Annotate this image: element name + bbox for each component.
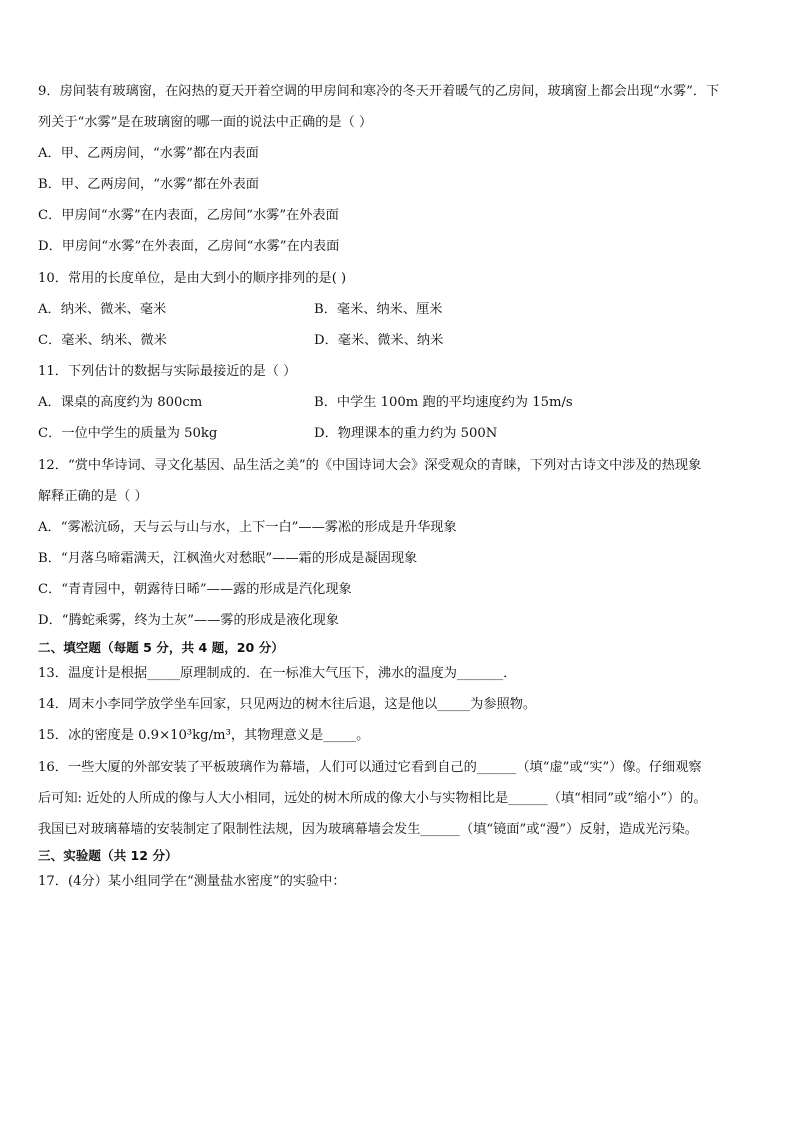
q9-option-d: D．甲房间“水雾”在外表面，乙房间“水雾”在内表面	[38, 239, 340, 254]
q12-option-b: B．“月落乌啼霜满天，江枫渔火对愁眠”——霜的形成是凝固现象	[38, 551, 418, 566]
q11-option-d: D．物理课本的重力约为 500N	[314, 426, 498, 441]
q9-stem-line1: 9．房间装有玻璃窗，在闷热的夏天开着空调的甲房间和寒冷的冬天开着暖气的乙房间，玻璃窗上都会出现“水雾”．下	[38, 84, 720, 99]
q13: 13．温度计是根据_____原理制成的．在一标准大气压下，沸水的温度为_______．	[38, 666, 517, 681]
q11-stem: 11．下列估计的数据与实际最接近的是（ ）	[38, 364, 297, 379]
q9-option-c: C．甲房间“水雾”在内表面，乙房间“水雾”在外表面	[38, 208, 339, 223]
q12-option-c: C．“青青园中，朝露待日晞”——露的形成是汽化现象	[38, 582, 352, 597]
q10-option-b: B．毫米、纳米、厘米	[314, 302, 443, 317]
q10-option-c: C．毫米、纳米、微米	[38, 333, 167, 348]
q10-stem: 10．常用的长度单位，是由大到小的顺序排列的是( )	[38, 271, 347, 286]
q11-option-a: A．课桌的高度约为 800cm	[38, 395, 203, 410]
q11-option-b: B．中学生 100m 跑的平均速度约为 15m/s	[314, 395, 573, 410]
section-2-title: 二、填空题（每题 5 分，共 4 题，20 分）	[38, 640, 284, 655]
q10-option-d: D．毫米、微米、纳米	[314, 333, 444, 348]
q11-option-c: C．一位中学生的质量为 50kg	[38, 426, 218, 441]
q17-stem: 17．(4分）某小组同学在“测量盐水密度”的实验中：	[38, 874, 346, 889]
q12-stem-line2: 解释正确的是（ ）	[38, 489, 148, 504]
q15: 15．冰的密度是 0.9×10³kg/m³，其物理意义是_____。	[38, 728, 370, 743]
q12-option-a: A．“雾凇沆砀，天与云与山与水，上下一白”——雾凇的形成是升华现象	[38, 520, 457, 535]
section-3-title: 三、实验题（共 12 分）	[38, 848, 178, 863]
q16-line3: 我国已对玻璃幕墙的安装制定了限制性法规，因为玻璃幕墙会发生______（填“镜面”或“漫”）反射，造成光污染。	[38, 822, 698, 837]
q10-option-a: A．纳米、微米、毫米	[38, 302, 167, 317]
q16-line2: 后可知: 近处的人所成的像与人大小相同，远处的树木所成的像大小与实物相比是______（填“相同”或“缩小”）的。	[38, 791, 707, 806]
q9-option-b: B．甲、乙两房间，“水雾”都在外表面	[38, 177, 259, 192]
q9-stem-line2: 列关于“水雾”是在玻璃窗的哪一面的说法中正确的是（ ）	[38, 115, 373, 130]
q12-stem-line1: 12．“赏中华诗词、寻文化基因、品生活之美”的《中国诗词大会》深受观众的青睐，下列对古诗文中涉及的热现象	[38, 458, 702, 473]
q9-option-a: A．甲、乙两房间，“水雾”都在内表面	[38, 146, 259, 161]
q16-line1: 16．一些大厦的外部安装了平板玻璃作为幕墙，人们可以通过它看到自己的______（填“虚”或“实”）像。仔细观察	[38, 760, 702, 775]
q12-option-d: D．“腾蛇乘雾，终为土灰”——雾的形成是液化现象	[38, 613, 339, 628]
q14: 14．周末小李同学放学坐车回家，只见两边的树木往后退，这是他以_____为参照物。	[38, 697, 537, 712]
